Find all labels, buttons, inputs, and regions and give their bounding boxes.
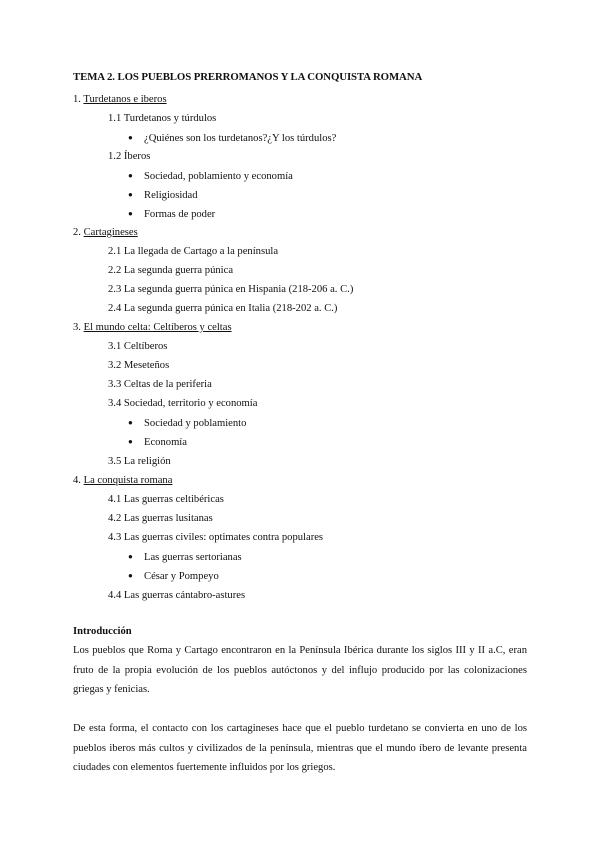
introduction-paragraph-2: De esta forma, el contacto con los cartagineses hace que el pueblo turdetano se convierta en uno de los pueblos iberos más cultos y civilizados de la península, mientras que el mundo íbero de levante presenta ciudades con elementos fuertemente influidos por los griegos. [73,723,527,773]
section-3-number: 3. [73,322,84,333]
bullet-icon: ● [128,171,133,180]
subsection-2-3: 2.3 La segunda guerra púnica en Hispania (218-206 a. C.) [108,284,354,295]
document-title: TEMA 2. LOS PUEBLOS PRERROMANOS Y LA CONQUISTA ROMANA [73,71,423,83]
introduction-heading: Introducción [73,626,132,637]
subsection-4-3: 4.3 Las guerras civiles: optimates contra populares [108,532,324,543]
subsection-2-4: 2.4 La segunda guerra púnica en Italia (218-202 a. C.) [108,303,338,314]
section-3-label: El mundo celta: Celtíberos y celtas [83,322,232,333]
section-2-label: Cartagineses [83,227,138,238]
bullet-icon: ● [128,133,133,142]
subsection-2-2: 2.2 La segunda guerra púnica [108,265,234,276]
section-3 [73,321,232,334]
subsection-3-1: 3.1 Celtíberos [108,341,168,352]
bullet-item: ● César y Pompeyo [128,571,219,582]
bullet-icon: ● [128,571,133,580]
section-2-number: 2. [73,227,84,238]
subsection-3-3: 3.3 Celtas de la periferia [108,379,212,390]
bullet-icon: ● [128,209,133,218]
section-4-label: La conquista romana [83,475,173,486]
section-2 [73,226,138,239]
section-4 [73,474,172,487]
bullet-item: ● Religiosidad [128,190,198,201]
bullet-item: ● Las guerras sertorianas [128,552,242,563]
bullet-item: ● Sociedad y poblamiento [128,418,247,429]
bullet-item: ● Economía [128,437,187,448]
section-1-number: 1. [73,94,84,105]
bullet-icon: ● [128,418,133,427]
section-4-number: 4. [73,475,84,486]
subsection-4-2: 4.2 Las guerras lusitanas [108,513,213,524]
bullet-item: ● Formas de poder [128,209,216,220]
bullet-icon: ● [128,190,133,199]
bullet-icon: ● [128,437,133,446]
bullet-item: ● Sociedad, poblamiento y economía [128,171,293,182]
subsection-4-4: 4.4 Las guerras cántabro-astures [108,590,246,601]
subsection-1-2: 1.2 Íberos [108,151,151,162]
introduction-paragraph-1: Los pueblos que Roma y Cartago encontraron en la Península Ibérica durante los siglos III y II a.C, eran fruto de la propia evolución de los pueblos autóctonos y del influjo producido por las colonizaciones griegas y fenicias. [73,645,527,695]
subsection-4-1: 4.1 Las guerras celtibéricas [108,494,224,505]
subsection-3-4: 3.4 Sociedad, territorio y economía [108,398,258,409]
subsection-2-1: 2.1 La llegada de Cartago a la península [108,246,279,257]
section-1 [73,93,167,106]
subsection-3-5: 3.5 La religión [108,456,171,467]
bullet-icon: ● [128,552,133,561]
subsection-1-1: 1.1 Turdetanos y túrdulos [108,113,217,124]
bullet-item: ● ¿Quiénes son los turdetanos?¿Y los túrdulos? [128,133,337,144]
subsection-3-2: 3.2 Meseteños [108,360,170,371]
section-1-label: Turdetanos e iberos [83,94,167,105]
